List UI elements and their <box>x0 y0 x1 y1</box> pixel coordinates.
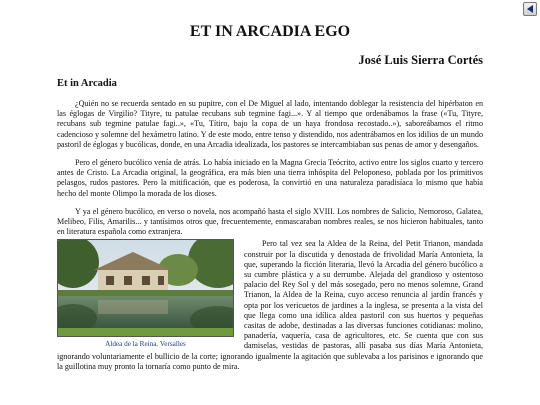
paragraph: Pero el género bucólico venía de atrás. Lo había iniciado en la Magna Grecia Teócrito, activo entre los siglos cuarto y tercero antes de Cristo. La Arcadia original, la geográfica, era más bien una tierra inhóspita del Peloponeso, poblada por los primitivos pelasgos, rudos pastores. Pero la mitificación, que es poderosa, la convirtió en una naturaleza paradisíaca lo mismo que había hecho del monte Olimpo la morada de los dioses. <box>57 158 483 198</box>
author-name: José Luis Sierra Cortés <box>358 53 483 67</box>
figure-caption: Aldea de la Reina. Versalles <box>105 340 186 349</box>
paragraph: Y ya el género bucólico, en verso o novela, nos acompañó hasta el siglo XVIII. Los nombres de Salicio, Nemoroso, Galatea, Melibeo, Filis, Amarilis... y tantísimos otros que, frecuentemente, enmascaraban nombres reales, se nos hicieron habituales, tanto en literatura española como extranjera. <box>57 206 483 237</box>
back-button[interactable] <box>523 2 537 16</box>
article <box>57 0 483 372</box>
back-arrow-icon <box>524 3 536 15</box>
section-title: Et in Arcadia <box>57 78 117 89</box>
paragraph: ¿Quién no se recuerda sentado en su pupitre, con el De Miguel al lado, intentando doblegar la resistencia del hipérbaton en las églogas de Virgilio? Tityre, tu patulae recubans sub tegmine fagi...». Y al tiempo que ordenábamos la frase («Tu, Tityre, recubans sub tegmine patulae fagi..», «Tu, Títiro, bajo la copa de un haya frondosa recostado..»), saboreábamos el ritmo cadencioso y solemne del hexámetro latino. Y de este modo, entre tenso y distendido, nos adentrábamos en los idilios de un mundo pastoril de églogas y bucólicas, donde, en una Arcadia idealizada, los pastores se intercambiaban sus penas de amor y desengaños. <box>57 99 483 149</box>
figure <box>57 239 234 349</box>
page-title: ET IN ARCADIA EGO <box>189 23 351 40</box>
paragraph: Pero tal vez sea la Aldea de la Reina, del Petit Trianon, mandada construir por la discutida y denostada de frivolidad María Antonieta, la que, superando la ficción literaria, llevó la Arcadia del género bucólico a su cumbre plástica y a su derrumbe. Alejada del grandioso y ostentoso palacio del Rey Sol y del más sosegado, pero no menos solemne, Grand Trianon, la Aldea de la Reina, cuyo acceso renuncia al jardín francés y opta por los vericuetos de jardines a la inglesa, se presenta a la vista del que llega como una idílica aldea pastoril con sus huertos y pequeñas casitas de adobe, destinadas a las diversas funciones cotidianas: molino, panadería, vaquería, casa de agricultores, etc. Se cuenta que con sus damiselas, vestidas de pastoras, allí pasaba sus días María Antonieta, ignorando voluntariamente el bullicio de la corte; ignorando igualmente la agitación que sublevaba a los parisinos e ignorando que la guillotina muy pronto la tornaría como punto de mira. <box>57 239 483 371</box>
hamlet-photo-illustration <box>58 240 233 336</box>
hamlet-photo <box>57 239 234 337</box>
